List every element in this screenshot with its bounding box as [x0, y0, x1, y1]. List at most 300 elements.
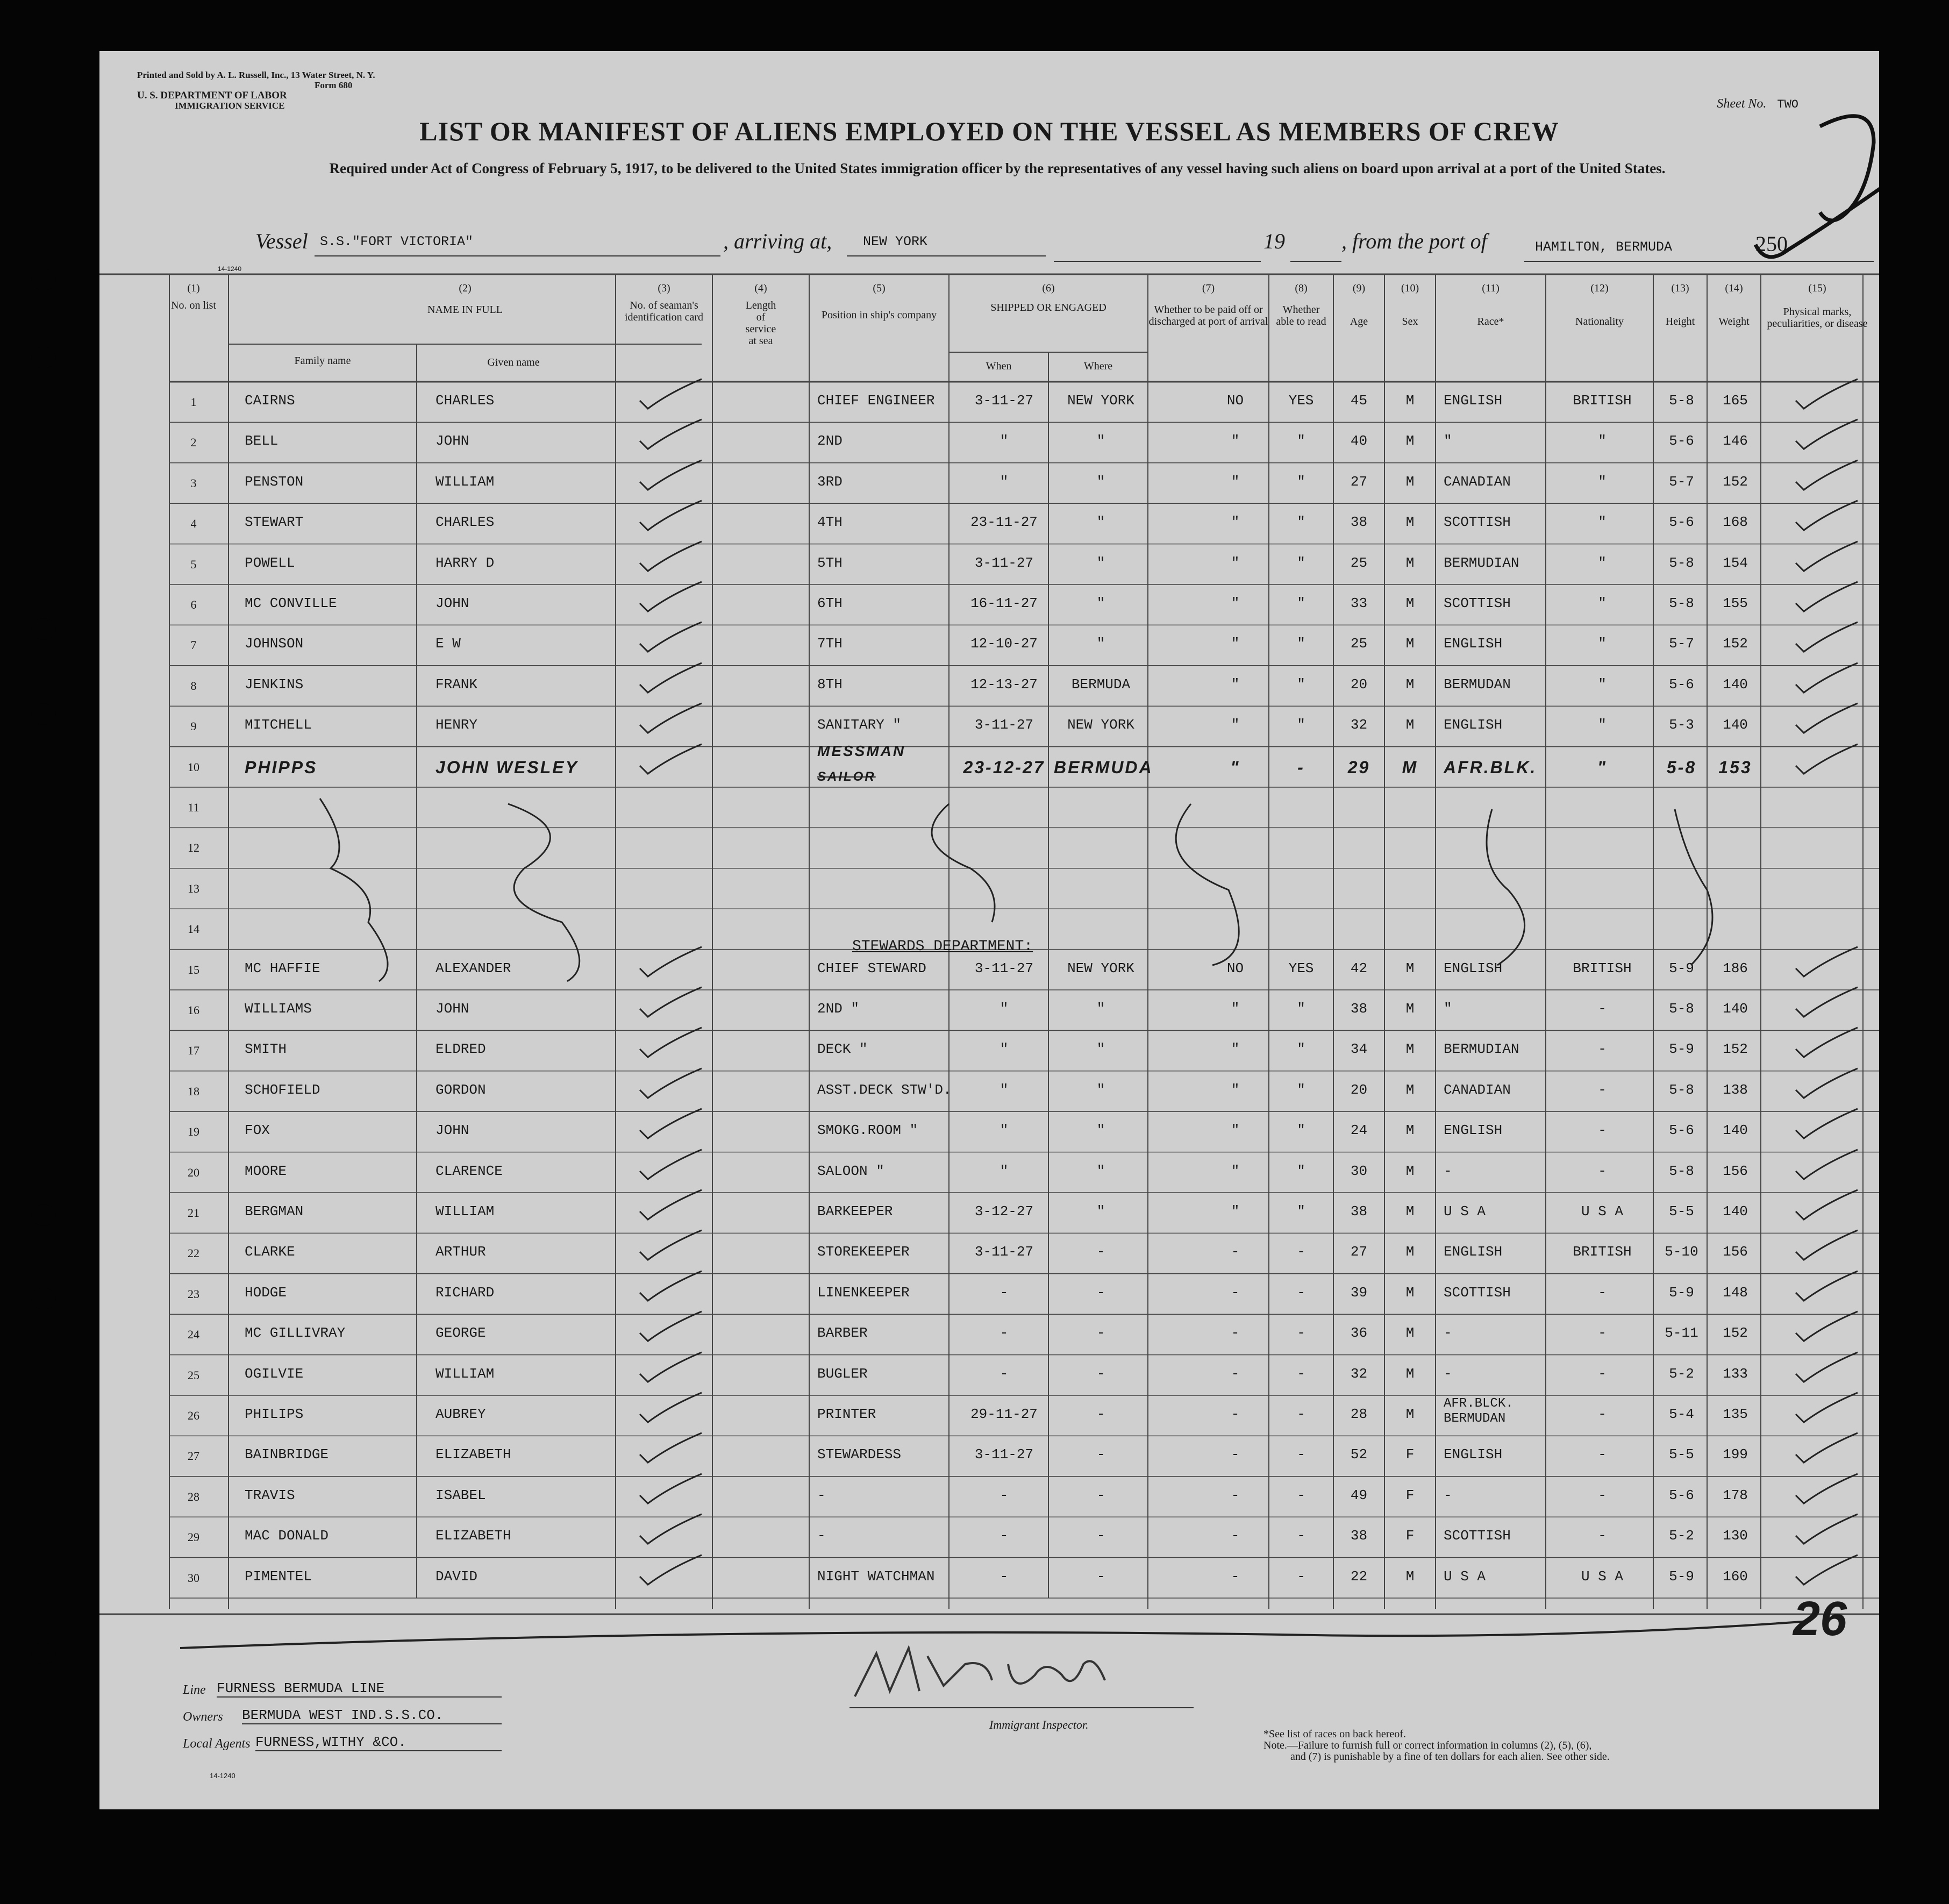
able-to-read-cell: " — [1297, 717, 1305, 733]
col1-number: (1) — [187, 282, 200, 294]
sex-cell: M — [1405, 1203, 1415, 1220]
able-to-read-cell: - — [1297, 1406, 1305, 1422]
age-cell: 32 — [1350, 1365, 1368, 1382]
sheet-number-label: Sheet No. — [1717, 97, 1767, 111]
family-name-cell: STEWART — [245, 514, 304, 531]
weight-cell: 168 — [1723, 514, 1748, 531]
paid-off-cell: " — [1231, 1203, 1240, 1220]
family-name-cell: MAC DONALD — [245, 1528, 329, 1544]
shipped-when-cell: 3-11-27 — [974, 1244, 1034, 1260]
age-cell: 25 — [1350, 554, 1368, 571]
age-cell: 29 — [1347, 757, 1370, 777]
given-name-cell: E W — [436, 636, 461, 652]
nationality-cell: " — [1597, 757, 1608, 777]
struck-position-cell: SAILOR — [817, 769, 876, 784]
position-cell: 6TH — [817, 595, 843, 611]
shipped-when-cell: " — [1000, 1122, 1009, 1139]
age-cell: 27 — [1350, 1244, 1368, 1260]
inspector-signature — [855, 1648, 1105, 1696]
able-to-read-cell: " — [1297, 514, 1305, 531]
inspector-label: Immigrant Inspector. — [989, 1718, 1089, 1731]
race-cell: - — [1444, 1163, 1452, 1179]
given-name-header: Given name — [487, 356, 540, 368]
paid-off-cell: " — [1231, 1163, 1240, 1179]
shipped-where-cell: NEW YORK — [1067, 960, 1134, 976]
height-cell: 5-8 — [1669, 554, 1694, 571]
nationality-cell: " — [1598, 554, 1607, 571]
height-cell: 5-6 — [1669, 1122, 1694, 1139]
nationality-cell: " — [1598, 676, 1607, 693]
col14-number: (14) — [1725, 282, 1743, 294]
weight-cell: 140 — [1723, 1001, 1748, 1017]
shipped-when-cell: - — [1000, 1528, 1009, 1544]
race-cell: ENGLISH — [1444, 1446, 1503, 1463]
col9-label: Age — [1350, 316, 1368, 327]
weight-cell: 133 — [1723, 1365, 1748, 1382]
age-cell: 25 — [1350, 636, 1368, 652]
race-cell: - — [1444, 1325, 1452, 1342]
col12-label: Nationality — [1575, 316, 1624, 327]
family-name-cell: FOX — [245, 1122, 270, 1139]
paid-off-cell: - — [1231, 1446, 1240, 1463]
race-cell: U S A — [1444, 1568, 1486, 1585]
age-cell: 34 — [1350, 1041, 1368, 1058]
col10-number: (10) — [1401, 282, 1419, 294]
form-code: 14-1240 — [218, 265, 242, 273]
age-cell: 20 — [1350, 1081, 1368, 1098]
given-name-cell: HENRY — [436, 717, 478, 733]
shipped-when-cell: " — [1000, 1081, 1009, 1098]
sex-cell: M — [1405, 960, 1415, 976]
weight-cell: 178 — [1723, 1487, 1748, 1503]
race-cell: ENGLISH — [1444, 1122, 1503, 1139]
weight-cell: 155 — [1723, 595, 1748, 611]
row-number: 25 — [188, 1368, 199, 1382]
able-to-read-cell: " — [1297, 1203, 1305, 1220]
nationality-cell: BRITISH — [1573, 960, 1632, 976]
handwriting-overlay — [99, 51, 1879, 1809]
sheet-scrawl — [1820, 116, 1874, 220]
vessel-name: S.S."FORT VICTORIA" — [320, 234, 474, 249]
race-cell: SCOTTISH — [1444, 1284, 1511, 1301]
family-name-cell: MOORE — [245, 1163, 287, 1179]
height-cell: 5-10 — [1665, 1244, 1698, 1260]
position-cell: PRINTER — [817, 1406, 876, 1422]
paid-off-cell: - — [1231, 1487, 1240, 1503]
col9-number: (9) — [1352, 282, 1366, 294]
binder-hole — [31, 347, 56, 368]
position-cell: SMOKG.ROOM " — [817, 1122, 918, 1139]
height-cell: 5-9 — [1669, 1568, 1694, 1585]
given-name-cell: AUBREY — [436, 1406, 486, 1422]
sex-cell: M — [1405, 473, 1415, 490]
binder-hole — [31, 1204, 56, 1226]
age-cell: 38 — [1350, 514, 1368, 531]
weight-cell: 152 — [1723, 636, 1748, 652]
family-name-cell: CAIRNS — [245, 393, 295, 409]
given-name-cell: JOHN — [436, 595, 469, 611]
port-from-label: , from the port of — [1341, 229, 1487, 253]
given-name-cell: WILLIAM — [436, 473, 495, 490]
sex-cell: M — [1405, 717, 1415, 733]
height-cell: 5-8 — [1666, 757, 1697, 777]
height-cell: 5-2 — [1669, 1365, 1694, 1382]
nationality-cell: U S A — [1581, 1568, 1623, 1585]
paid-off-cell: " — [1231, 1081, 1240, 1098]
age-cell: 38 — [1350, 1203, 1368, 1220]
paid-off-cell: " — [1231, 676, 1240, 693]
col4-label: Length of service at sea — [745, 299, 776, 347]
nationality-cell: " — [1598, 433, 1607, 450]
age-cell: 40 — [1350, 433, 1368, 450]
weight-cell: 153 — [1718, 757, 1752, 777]
paid-off-cell: " — [1231, 554, 1240, 571]
row-number: 5 — [190, 557, 197, 571]
shipped-where-cell: NEW YORK — [1067, 717, 1134, 733]
row-number: 4 — [190, 517, 197, 531]
race-cell: " — [1444, 433, 1452, 450]
position-cell: STOREKEEPER — [817, 1244, 910, 1260]
row-number: 1 — [190, 395, 197, 409]
given-name-cell: WILLIAM — [436, 1365, 495, 1382]
family-name-cell: MITCHELL — [245, 717, 312, 733]
able-to-read-cell: " — [1297, 433, 1305, 450]
able-to-read-cell: - — [1297, 1244, 1305, 1260]
binder-hole — [31, 618, 56, 640]
race-cell: - — [1444, 1365, 1452, 1382]
shipped-where-cell: " — [1096, 1163, 1105, 1179]
sex-cell: F — [1405, 1446, 1415, 1463]
col11-label: Race* — [1477, 316, 1504, 327]
agents-value: FURNESS,WITHY &CO. — [255, 1734, 502, 1751]
family-name-cell: CLARKE — [245, 1244, 295, 1260]
race-cell-line2: BERMUDAN — [1444, 1411, 1506, 1426]
height-cell: 5-7 — [1669, 473, 1694, 490]
row-number: 9 — [190, 719, 197, 733]
race-cell: CANADIAN — [1444, 473, 1511, 490]
shipped-where-cell: - — [1096, 1365, 1105, 1382]
col14-label: Weight — [1718, 316, 1750, 327]
form-number: Form 680 — [315, 80, 353, 90]
col3-label: No. of seaman's identification card — [624, 299, 704, 323]
shipped-where-cell: " — [1096, 473, 1105, 490]
col4-number: (4) — [754, 282, 767, 294]
sex-cell: M — [1405, 554, 1415, 571]
height-cell: 5-11 — [1665, 1325, 1698, 1342]
sex-cell: M — [1402, 757, 1418, 777]
race-cell: SCOTTISH — [1444, 595, 1511, 611]
paid-off-cell: " — [1231, 636, 1240, 652]
able-to-read-cell: - — [1297, 1487, 1305, 1503]
shipped-where-cell: - — [1096, 1528, 1105, 1544]
paid-off-cell: - — [1231, 1528, 1240, 1544]
height-cell: 5-4 — [1669, 1406, 1694, 1422]
family-name-cell: MC CONVILLE — [245, 595, 337, 611]
shipped-where-cell: " — [1096, 1122, 1105, 1139]
height-cell: 5-8 — [1669, 1163, 1694, 1179]
height-cell: 5-7 — [1669, 636, 1694, 652]
row-number: 10 — [188, 760, 199, 774]
height-cell: 5-3 — [1669, 717, 1694, 733]
sex-cell: M — [1405, 1244, 1415, 1260]
section-label: STEWARDS DEPARTMENT: — [852, 938, 1033, 955]
able-to-read-cell: " — [1297, 1163, 1305, 1179]
weight-cell: 199 — [1723, 1446, 1748, 1463]
shipped-when-cell: 16-11-27 — [970, 595, 1038, 611]
col13-label: Height — [1665, 316, 1695, 327]
shipped-where-cell: " — [1096, 554, 1105, 571]
family-name-cell: PHIPPS — [245, 757, 318, 777]
shipped-where-cell: " — [1096, 514, 1105, 531]
race-cell: AFR.BLK. — [1444, 757, 1537, 777]
given-name-cell: JOHN — [436, 1001, 469, 1017]
shipped-where-cell: - — [1096, 1406, 1105, 1422]
sex-cell: M — [1405, 676, 1415, 693]
race-cell: SCOTTISH — [1444, 514, 1511, 531]
family-name-cell: JENKINS — [245, 676, 304, 693]
sex-cell: M — [1405, 514, 1415, 531]
weight-cell: 165 — [1723, 393, 1748, 409]
printer-line: Printed and Sold by A. L. Russell, Inc., 13 Water Street, N. Y. — [137, 70, 375, 80]
age-cell: 52 — [1350, 1446, 1368, 1463]
col7-number: (7) — [1202, 282, 1215, 294]
shipped-when-cell: 3-11-27 — [974, 960, 1034, 976]
height-cell: 5-9 — [1669, 1041, 1694, 1058]
weight-cell: 156 — [1723, 1244, 1748, 1260]
height-cell: 5-8 — [1669, 1001, 1694, 1017]
year-label: 19 — [1263, 229, 1285, 253]
row-number: 22 — [188, 1246, 199, 1260]
position-cell: MESSMAN — [817, 742, 906, 759]
shipped-where-cell: - — [1096, 1284, 1105, 1301]
given-name-cell: GEORGE — [436, 1325, 486, 1342]
agents-label: Local Agents — [183, 1737, 251, 1751]
able-to-read-cell: - — [1297, 1528, 1305, 1544]
able-to-read-cell: YES — [1288, 393, 1314, 409]
able-to-read-cell: " — [1297, 1081, 1305, 1098]
col2-number: (2) — [459, 282, 472, 294]
position-cell: CHIEF STEWARD — [817, 960, 926, 976]
nationality-cell: " — [1598, 717, 1607, 733]
shipped-when-cell: " — [1000, 473, 1009, 490]
given-name-cell: ALEXANDER — [436, 960, 511, 976]
family-name-cell: PENSTON — [245, 473, 304, 490]
shipped-when-cell: - — [1000, 1284, 1009, 1301]
nationality-cell: - — [1598, 1001, 1607, 1017]
height-cell: 5-8 — [1669, 1081, 1694, 1098]
position-cell: 7TH — [817, 636, 843, 652]
race-cell: BERMUDAN — [1444, 676, 1511, 693]
footer-form-code: 14-1240 — [210, 1772, 235, 1780]
family-name-cell: JOHNSON — [245, 636, 304, 652]
shipped-when-cell: - — [1000, 1365, 1009, 1382]
weight-cell: 138 — [1723, 1081, 1748, 1098]
col12-number: (12) — [1590, 282, 1609, 294]
paid-off-cell: - — [1231, 1568, 1240, 1585]
nationality-cell: - — [1598, 1041, 1607, 1058]
position-cell: 8TH — [817, 676, 843, 693]
shipped-when-cell: 12-10-27 — [970, 636, 1038, 652]
race-cell: " — [1444, 1001, 1452, 1017]
nationality-cell: " — [1598, 636, 1607, 652]
col1-label: No. on list — [171, 299, 216, 311]
position-cell: CHIEF ENGINEER — [817, 393, 935, 409]
shipped-where-cell: " — [1096, 1001, 1105, 1017]
footnote-penalty-1: Note.—Failure to furnish full or correct information in columns (2), (5), (6), — [1263, 1739, 1592, 1751]
row-number: 11 — [188, 801, 199, 814]
position-cell: DECK " — [817, 1041, 868, 1058]
shipped-when-cell: " — [1000, 1001, 1009, 1017]
family-name-cell: PIMENTEL — [245, 1568, 312, 1585]
sex-cell: F — [1405, 1528, 1415, 1544]
race-cell: ENGLISH — [1444, 1244, 1503, 1260]
line-value: FURNESS BERMUDA LINE — [217, 1680, 502, 1698]
age-cell: 30 — [1350, 1163, 1368, 1179]
footnote-races: *See list of races on back hereof. — [1263, 1728, 1406, 1740]
shipped-where-cell: BERMUDA — [1071, 676, 1131, 693]
nationality-cell: - — [1598, 1284, 1607, 1301]
shipped-where-cell: " — [1096, 636, 1105, 652]
service-name: IMMIGRATION SERVICE — [175, 101, 285, 111]
race-cell: U S A — [1444, 1203, 1486, 1220]
given-name-cell: CHARLES — [436, 514, 495, 531]
family-name-header: Family name — [294, 355, 351, 367]
page-subtitle: Required under Act of Congress of February 5, 1917, to be delivered to the United States immigration officer by the representatives of any vessel having such aliens on board upon arrival at a port of the United States. — [329, 160, 1666, 176]
shipped-when-cell: - — [1000, 1568, 1009, 1585]
able-to-read-cell: YES — [1288, 960, 1314, 976]
age-cell: 27 — [1350, 473, 1368, 490]
col13-number: (13) — [1671, 282, 1689, 294]
position-cell: BUGLER — [817, 1365, 868, 1382]
row-number: 2 — [190, 436, 197, 450]
col7-label: Whether to be paid off or discharged at port of arrival — [1148, 304, 1268, 327]
given-name-cell: FRANK — [436, 676, 478, 693]
nationality-cell: " — [1598, 514, 1607, 531]
height-cell: 5-6 — [1669, 676, 1694, 693]
blank-row-squiggle — [320, 798, 388, 981]
paid-off-cell: " — [1231, 595, 1240, 611]
weight-cell: 148 — [1723, 1284, 1748, 1301]
sex-cell: M — [1405, 1284, 1415, 1301]
height-cell: 5-6 — [1669, 433, 1694, 450]
col15-label: Physical marks, peculiarities, or disease — [1767, 306, 1868, 330]
shipped-when-cell: 3-11-27 — [974, 1446, 1034, 1463]
paid-off-cell: NO — [1226, 393, 1244, 409]
race-cell: BERMUDIAN — [1444, 554, 1519, 571]
family-name-cell: OGILVIE — [245, 1365, 304, 1382]
race-cell: CANADIAN — [1444, 1081, 1511, 1098]
able-to-read-cell: - — [1297, 1568, 1305, 1585]
height-cell: 5-9 — [1669, 960, 1694, 976]
row-number: 26 — [188, 1409, 199, 1422]
position-cell: - — [817, 1487, 826, 1503]
position-cell: 4TH — [817, 514, 843, 531]
position-cell: 2ND — [817, 433, 843, 450]
position-cell: SANITARY " — [817, 717, 902, 733]
sex-cell: M — [1405, 393, 1415, 409]
vessel-label: Vessel — [255, 229, 308, 253]
sex-cell: F — [1405, 1487, 1415, 1503]
binder-hole — [31, 269, 56, 290]
family-name-cell: MC HAFFIE — [245, 960, 320, 976]
arriving-port: NEW YORK — [863, 234, 928, 249]
col5-label: Position in ship's company — [821, 309, 937, 321]
age-cell: 32 — [1350, 717, 1368, 733]
shipped-where-cell: " — [1096, 595, 1105, 611]
height-cell: 5-8 — [1669, 393, 1694, 409]
sex-cell: M — [1405, 1406, 1415, 1422]
family-name-cell: WILLIAMS — [245, 1001, 312, 1017]
position-cell: SALOON " — [817, 1163, 884, 1179]
age-cell: 28 — [1350, 1406, 1368, 1422]
shipped-where-cell: BERMUDA — [1054, 757, 1153, 777]
age-cell: 22 — [1350, 1568, 1368, 1585]
race-cell: AFR.BLCK. — [1444, 1396, 1513, 1411]
able-to-read-cell: " — [1297, 595, 1305, 611]
weight-cell: 130 — [1723, 1528, 1748, 1544]
family-name-cell: HODGE — [245, 1284, 287, 1301]
sex-cell: M — [1405, 1568, 1415, 1585]
shipped-where-cell: NEW YORK — [1067, 393, 1134, 409]
paid-off-cell: " — [1231, 1041, 1240, 1058]
paid-off-cell: " — [1231, 1122, 1240, 1139]
age-cell: 33 — [1350, 595, 1368, 611]
nationality-cell: U S A — [1581, 1203, 1623, 1220]
position-cell: 3RD — [817, 473, 843, 490]
weight-cell: 156 — [1723, 1163, 1748, 1179]
total-strike-line — [180, 1621, 1809, 1648]
shipped-when-cell: 3-12-27 — [974, 1203, 1034, 1220]
given-name-cell: WILLIAM — [436, 1203, 495, 1220]
height-cell: 5-6 — [1669, 514, 1694, 531]
sex-cell: M — [1405, 1163, 1415, 1179]
sex-cell: M — [1405, 1041, 1415, 1058]
line-label: Line — [183, 1683, 206, 1697]
family-name-cell: BELL — [245, 433, 279, 450]
given-name-cell: JOHN WESLEY — [436, 757, 579, 777]
position-cell: ASST.DECK STW'D. — [817, 1081, 952, 1098]
nationality-cell: " — [1598, 473, 1607, 490]
position-cell: STEWARDESS — [817, 1446, 902, 1463]
given-name-cell: ISABEL — [436, 1487, 486, 1503]
position-cell: BARKEEPER — [817, 1203, 893, 1220]
weight-cell: 140 — [1723, 1203, 1748, 1220]
row-number: 6 — [190, 598, 197, 611]
row-number: 17 — [188, 1044, 199, 1058]
shipped-when-cell: 23-12-27 — [963, 757, 1045, 777]
age-cell: 36 — [1350, 1325, 1368, 1342]
arriving-label: , arriving at, — [723, 229, 832, 253]
family-name-cell: TRAVIS — [245, 1487, 295, 1503]
paid-off-cell: " — [1231, 1001, 1240, 1017]
position-cell: - — [817, 1528, 826, 1544]
weight-cell: 152 — [1723, 1041, 1748, 1058]
race-cell: ENGLISH — [1444, 960, 1503, 976]
shipped-when-cell: " — [1000, 1163, 1009, 1179]
nationality-cell: - — [1598, 1365, 1607, 1382]
row-number: 27 — [188, 1449, 199, 1463]
height-cell: 5-5 — [1669, 1446, 1694, 1463]
family-name-cell: MC GILLIVRAY — [245, 1325, 346, 1342]
age-cell: 24 — [1350, 1122, 1368, 1139]
given-name-cell: HARRY D — [436, 554, 495, 571]
paid-off-cell: - — [1231, 1365, 1240, 1382]
able-to-read-cell: " — [1297, 676, 1305, 693]
able-to-read-cell: " — [1297, 554, 1305, 571]
row-number: 13 — [188, 881, 199, 895]
nationality-cell: " — [1598, 595, 1607, 611]
given-name-cell: ARTHUR — [436, 1244, 486, 1260]
